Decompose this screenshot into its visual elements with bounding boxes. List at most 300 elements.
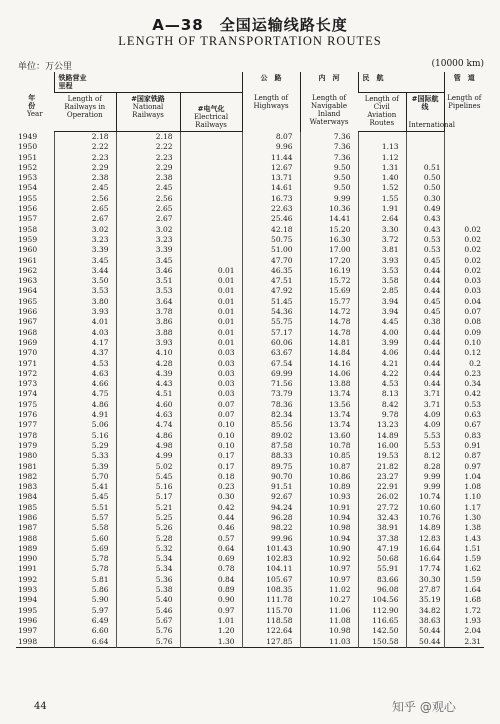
- table-row: [16, 564, 484, 574]
- cell-national-railways: 3.51: [116, 276, 180, 286]
- cell-inland-waterways: 13.74: [300, 389, 358, 399]
- cell-international-routes: 14.89: [406, 523, 444, 533]
- cell-electric-railways: 0.10: [180, 431, 242, 441]
- cell-electric-railways: 1.01: [180, 616, 242, 626]
- cell-highways: 14.61: [242, 183, 300, 193]
- cell-highways: 9.96: [242, 142, 300, 152]
- cell-national-railways: 3.64: [116, 297, 180, 307]
- cell-highways: 85.56: [242, 420, 300, 430]
- cell-year: 1958: [18, 224, 38, 234]
- cell-electric-railways: [180, 183, 242, 193]
- cell-year: 1983: [18, 482, 38, 492]
- cell-international-routes: 0.44: [406, 369, 444, 379]
- cell-railways: 4.03: [54, 328, 116, 338]
- cell-pipelines: 0.2: [444, 359, 484, 369]
- cell-electric-railways: 0.01: [180, 338, 242, 348]
- cell-national-railways: 3.88: [116, 328, 180, 338]
- cell-international-routes: 4.09: [406, 420, 444, 430]
- cell-civil-aviation: 3.94: [358, 307, 406, 317]
- cell-national-railways: 3.78: [116, 307, 180, 317]
- cell-year: 1973: [18, 379, 38, 389]
- cell-pipelines: 1.72: [444, 606, 484, 616]
- cell-national-railways: 2.67: [116, 214, 180, 224]
- cell-international-routes: 9.99: [406, 472, 444, 482]
- cell-national-railways: 5.67: [116, 616, 180, 626]
- header-pipelines: 管 道 Length of Pipelines: [444, 72, 484, 132]
- cell-year: 1969: [18, 337, 38, 347]
- cell-inland-waterways: 11.06: [300, 606, 358, 616]
- cell-pipelines: 2.04: [444, 626, 484, 636]
- cell-inland-waterways: 10.86: [300, 472, 358, 482]
- header-railways-length: Length of Railways in Operation: [54, 93, 116, 132]
- cell-highways: 101.43: [242, 544, 300, 554]
- cell-highways: 25.46: [242, 214, 300, 224]
- cell-international-routes: 16.64: [406, 544, 444, 554]
- cell-pipelines: 0.02: [444, 266, 484, 276]
- cell-international-routes: 0.30: [406, 194, 444, 204]
- cell-highways: 73.79: [242, 389, 300, 399]
- cell-international-routes: 34.82: [406, 606, 444, 616]
- cell-railways: 5.51: [54, 503, 116, 513]
- cell-inland-waterways: 14.78: [300, 317, 358, 327]
- cell-national-railways: 4.60: [116, 400, 180, 410]
- cell-international-routes: 8.28: [406, 462, 444, 472]
- table-title-cn: A—38 全国运输线路长度: [152, 16, 348, 34]
- cell-inland-waterways: 9.50: [300, 163, 358, 173]
- cell-electric-railways: 0.10: [180, 441, 242, 451]
- cell-international-routes: 0.45: [406, 297, 444, 307]
- cell-pipelines: 0.03: [444, 286, 484, 296]
- cell-civil-aviation: 14.89: [358, 431, 406, 441]
- cell-international-routes: 0.53: [406, 235, 444, 245]
- cell-railways: 5.69: [54, 544, 116, 554]
- table-row: [16, 431, 484, 441]
- cell-national-railways: 5.38: [116, 585, 180, 595]
- cell-railways: 3.93: [54, 307, 116, 317]
- cell-national-railways: 4.98: [116, 441, 180, 451]
- table-row: [16, 616, 484, 626]
- cell-highways: 90.70: [242, 472, 300, 482]
- cell-international-routes: 16.64: [406, 554, 444, 564]
- cell-electric-railways: 0.01: [180, 297, 242, 307]
- cell-international-routes: 0.44: [406, 328, 444, 338]
- cell-year: 1982: [18, 471, 38, 481]
- cell-electric-railways: [180, 235, 242, 245]
- cell-pipelines: 1.59: [444, 554, 484, 564]
- cell-inland-waterways: 10.78: [300, 441, 358, 451]
- cell-inland-waterways: 10.92: [300, 554, 358, 564]
- cell-railways: 2.18: [54, 132, 116, 143]
- cell-year: 1960: [18, 245, 38, 255]
- cell-highways: 78.36: [242, 400, 300, 410]
- cell-railways: 4.63: [54, 369, 116, 379]
- cell-year: 1990: [18, 554, 38, 564]
- cell-railways: 3.39: [54, 245, 116, 255]
- cell-pipelines: 0.02: [444, 225, 484, 235]
- cell-civil-aviation: 55.91: [358, 564, 406, 574]
- cell-civil-aviation: 3.58: [358, 276, 406, 286]
- cell-civil-aviation: 4.21: [358, 359, 406, 369]
- cell-inland-waterways: 16.30: [300, 235, 358, 245]
- cell-international-routes: 0.44: [406, 338, 444, 348]
- cell-civil-aviation: 22.91: [358, 482, 406, 492]
- cell-railways: 4.01: [54, 317, 116, 327]
- cell-highways: 22.63: [242, 204, 300, 214]
- cell-national-railways: 3.46: [116, 266, 180, 276]
- cell-pipelines: 0.07: [444, 307, 484, 317]
- cell-pipelines: 1.43: [444, 534, 484, 544]
- cell-civil-aviation: 112.90: [358, 606, 406, 616]
- cell-national-railways: 5.34: [116, 564, 180, 574]
- cell-national-railways: 5.02: [116, 462, 180, 472]
- table-row: [16, 492, 484, 502]
- cell-national-railways: 2.38: [116, 173, 180, 183]
- cell-highways: 71.56: [242, 379, 300, 389]
- cell-inland-waterways: 10.93: [300, 492, 358, 502]
- cell-civil-aviation: 16.00: [358, 441, 406, 451]
- cell-electric-railways: 0.23: [180, 482, 242, 492]
- cell-inland-waterways: 13.74: [300, 420, 358, 430]
- cell-railways: 5.06: [54, 420, 116, 430]
- cell-international-routes: 9.99: [406, 482, 444, 492]
- cell-inland-waterways: 15.77: [300, 297, 358, 307]
- table-row: [16, 142, 484, 152]
- cell-pipelines: 0.91: [444, 441, 484, 451]
- cell-highways: 46.35: [242, 266, 300, 276]
- cell-civil-aviation: 23.27: [358, 472, 406, 482]
- header-year: 年 份 Year: [26, 94, 43, 118]
- cell-inland-waterways: 10.89: [300, 482, 358, 492]
- cell-international-routes: 0.50: [406, 173, 444, 183]
- cell-railways: 5.29: [54, 441, 116, 451]
- cell-civil-aviation: 50.68: [358, 554, 406, 564]
- cell-national-railways: 5.76: [116, 637, 180, 648]
- cell-railways: 4.91: [54, 410, 116, 420]
- cell-highways: 63.67: [242, 348, 300, 358]
- cell-international-routes: 5.53: [406, 431, 444, 441]
- cell-electric-railways: 0.64: [180, 544, 242, 554]
- cell-inland-waterways: 13.74: [300, 410, 358, 420]
- cell-inland-waterways: 15.20: [300, 225, 358, 235]
- cell-pipelines: 0.02: [444, 235, 484, 245]
- cell-national-railways: 3.53: [116, 286, 180, 296]
- cell-highways: 47.70: [242, 256, 300, 266]
- cell-civil-aviation: [358, 132, 406, 143]
- table-row: [16, 194, 484, 204]
- table-row: [16, 173, 484, 183]
- cell-year: 1962: [18, 265, 38, 275]
- cell-highways: 67.54: [242, 359, 300, 369]
- cell-electric-railways: 1.30: [180, 637, 242, 648]
- cell-railways: 5.57: [54, 513, 116, 523]
- cell-year: 1952: [18, 162, 38, 172]
- cell-international-routes: 0.44: [406, 286, 444, 296]
- cell-international-routes: [406, 153, 444, 163]
- cell-pipelines: 0.10: [444, 338, 484, 348]
- cell-electric-railways: 0.03: [180, 348, 242, 358]
- cell-international-routes: 0.43: [406, 225, 444, 235]
- cell-inland-waterways: 7.36: [300, 153, 358, 163]
- cell-national-railways: 5.34: [116, 554, 180, 564]
- cell-railways: 2.45: [54, 183, 116, 193]
- cell-inland-waterways: 14.16: [300, 359, 358, 369]
- table-row: [16, 400, 484, 410]
- cell-highways: 108.35: [242, 585, 300, 595]
- header-highways: 公 路 Length of Highways: [242, 72, 300, 132]
- cell-highways: 89.02: [242, 431, 300, 441]
- header-inland-waterways: 内 河 Length of Navigable Inland Waterways: [300, 72, 358, 132]
- cell-civil-aviation: 1.12: [358, 153, 406, 163]
- cell-national-railways: 4.10: [116, 348, 180, 358]
- cell-pipelines: [444, 173, 484, 183]
- cell-civil-aviation: 150.58: [358, 637, 406, 648]
- cell-railways: 5.16: [54, 431, 116, 441]
- cell-international-routes: 0.50: [406, 183, 444, 193]
- cell-highways: 99.96: [242, 534, 300, 544]
- table-row: [16, 554, 484, 564]
- cell-civil-aviation: 21.82: [358, 462, 406, 472]
- cell-highways: 16.73: [242, 194, 300, 204]
- cell-railways: 6.60: [54, 626, 116, 636]
- cell-international-routes: 38.63: [406, 616, 444, 626]
- cell-civil-aviation: 1.31: [358, 163, 406, 173]
- cell-national-railways: 4.39: [116, 369, 180, 379]
- cell-civil-aviation: 3.99: [358, 338, 406, 348]
- cell-electric-railways: 0.46: [180, 523, 242, 533]
- cell-pipelines: 0.67: [444, 420, 484, 430]
- cell-year: 1965: [18, 296, 38, 306]
- cell-pipelines: 1.64: [444, 585, 484, 595]
- cell-railways: 5.78: [54, 554, 116, 564]
- cell-pipelines: 1.93: [444, 616, 484, 626]
- table-row: [16, 214, 484, 224]
- cell-international-routes: 0.38: [406, 317, 444, 327]
- cell-railways: 4.75: [54, 389, 116, 399]
- table-row: [16, 369, 484, 379]
- cell-year: 1968: [18, 327, 38, 337]
- cell-pipelines: 1.59: [444, 575, 484, 585]
- table-row: [16, 523, 484, 533]
- cell-railways: 2.56: [54, 194, 116, 204]
- table-row: [16, 503, 484, 513]
- cell-year: 1989: [18, 543, 38, 553]
- cell-inland-waterways: 17.00: [300, 245, 358, 255]
- cell-highways: 51.00: [242, 245, 300, 255]
- cell-electric-railways: 0.30: [180, 492, 242, 502]
- cell-pipelines: 1.62: [444, 564, 484, 574]
- cell-civil-aviation: 3.30: [358, 225, 406, 235]
- cell-year: 1998: [18, 636, 38, 646]
- table-row: [16, 297, 484, 307]
- cell-civil-aviation: 3.81: [358, 245, 406, 255]
- cell-electric-railways: 0.57: [180, 534, 242, 544]
- cell-highways: 82.34: [242, 410, 300, 420]
- cell-inland-waterways: 10.94: [300, 513, 358, 523]
- cell-highways: 118.58: [242, 616, 300, 626]
- cell-railways: 5.81: [54, 575, 116, 585]
- cell-electric-railways: 0.90: [180, 595, 242, 605]
- cell-electric-railways: 0.42: [180, 503, 242, 513]
- cell-railways: 4.37: [54, 348, 116, 358]
- header-international: #国际航线 International: [406, 93, 444, 132]
- cell-civil-aviation: 1.13: [358, 142, 406, 152]
- cell-civil-aviation: 1.40: [358, 173, 406, 183]
- cell-electric-railways: 0.69: [180, 554, 242, 564]
- table-row: [16, 245, 484, 255]
- cell-electric-railways: [180, 256, 242, 266]
- cell-pipelines: 0.63: [444, 410, 484, 420]
- table-row: [16, 379, 484, 389]
- cell-highways: 12.67: [242, 163, 300, 173]
- cell-electric-railways: [180, 225, 242, 235]
- cell-year: 1980: [18, 451, 38, 461]
- cell-civil-aviation: 13.23: [358, 420, 406, 430]
- cell-electric-railways: 0.03: [180, 379, 242, 389]
- cell-international-routes: 0.44: [406, 348, 444, 358]
- cell-railways: 3.50: [54, 276, 116, 286]
- cell-electric-railways: 0.03: [180, 359, 242, 369]
- cell-year: 1991: [18, 564, 38, 574]
- cell-civil-aviation: 9.78: [358, 410, 406, 420]
- cell-international-routes: 0.45: [406, 307, 444, 317]
- cell-electric-railways: 0.01: [180, 276, 242, 286]
- watermark: 知乎 @观心: [392, 700, 456, 714]
- cell-national-railways: 5.76: [116, 626, 180, 636]
- cell-international-routes: 3.71: [406, 400, 444, 410]
- cell-international-routes: 3.71: [406, 389, 444, 399]
- cell-railways: 4.66: [54, 379, 116, 389]
- cell-electric-railways: 0.01: [180, 266, 242, 276]
- cell-civil-aviation: 2.85: [358, 286, 406, 296]
- cell-international-routes: 8.12: [406, 451, 444, 461]
- cell-pipelines: [444, 163, 484, 173]
- cell-highways: 91.51: [242, 482, 300, 492]
- cell-electric-railways: [180, 153, 242, 163]
- cell-civil-aviation: 19.53: [358, 451, 406, 461]
- cell-inland-waterways: 13.56: [300, 400, 358, 410]
- cell-pipelines: 0.04: [444, 297, 484, 307]
- cell-pipelines: [444, 194, 484, 204]
- cell-railways: 5.78: [54, 564, 116, 574]
- cell-pipelines: 0.23: [444, 369, 484, 379]
- cell-railways: 6.49: [54, 616, 116, 626]
- table-row: [16, 441, 484, 451]
- cell-electric-railways: [180, 214, 242, 224]
- table-row: [16, 595, 484, 605]
- cell-highways: 57.17: [242, 328, 300, 338]
- cell-highways: 47.51: [242, 276, 300, 286]
- cell-pipelines: 0.34: [444, 379, 484, 389]
- cell-civil-aviation: 8.13: [358, 389, 406, 399]
- cell-pipelines: [444, 142, 484, 152]
- header-civil-aviation: Length of Civil Aviation Routes: [358, 93, 406, 132]
- cell-highways: 104.11: [242, 564, 300, 574]
- cell-inland-waterways: 10.90: [300, 544, 358, 554]
- cell-railways: 5.97: [54, 606, 116, 616]
- cell-railways: 6.64: [54, 637, 116, 648]
- cell-national-railways: 5.17: [116, 492, 180, 502]
- cell-inland-waterways: 14.41: [300, 214, 358, 224]
- cell-year: 1949: [18, 131, 38, 141]
- header-railways-group: 铁路营业里程: [54, 72, 242, 93]
- cell-national-railways: 3.86: [116, 317, 180, 327]
- cell-inland-waterways: 14.81: [300, 338, 358, 348]
- header-national-railways: #国家铁路 National Railways: [116, 93, 180, 132]
- cell-national-railways: 5.32: [116, 544, 180, 554]
- cell-civil-aviation: 142.50: [358, 626, 406, 636]
- cell-electric-railways: 0.89: [180, 585, 242, 595]
- cell-railways: 4.86: [54, 400, 116, 410]
- cell-railways: 2.23: [54, 153, 116, 163]
- cell-pipelines: 0.87: [444, 451, 484, 461]
- cell-civil-aviation: 1.55: [358, 194, 406, 204]
- table-row: [16, 626, 484, 636]
- cell-railways: 2.22: [54, 142, 116, 152]
- cell-national-railways: 5.28: [116, 534, 180, 544]
- cell-year: 1988: [18, 533, 38, 543]
- cell-inland-waterways: 14.78: [300, 328, 358, 338]
- table-row: [16, 451, 484, 461]
- cell-inland-waterways: 16.19: [300, 266, 358, 276]
- cell-railways: 3.45: [54, 256, 116, 266]
- cell-inland-waterways: 10.97: [300, 564, 358, 574]
- cell-national-railways: 5.45: [116, 472, 180, 482]
- cell-year: 1955: [18, 193, 38, 203]
- table-row: [16, 606, 484, 616]
- cell-international-routes: 10.74: [406, 492, 444, 502]
- table-row: [16, 348, 484, 358]
- cell-pipelines: 1.08: [444, 482, 484, 492]
- cell-year: 1975: [18, 399, 38, 409]
- cell-pipelines: 0.09: [444, 328, 484, 338]
- cell-highways: 88.33: [242, 451, 300, 461]
- cell-highways: 42.18: [242, 225, 300, 235]
- cell-electric-railways: 0.17: [180, 451, 242, 461]
- cell-year: 1951: [18, 152, 38, 162]
- cell-international-routes: 12.83: [406, 534, 444, 544]
- cell-civil-aviation: 4.45: [358, 317, 406, 327]
- cell-pipelines: [444, 132, 484, 143]
- cell-inland-waterways: 14.72: [300, 307, 358, 317]
- cell-year: 1996: [18, 615, 38, 625]
- cell-electric-railways: 0.97: [180, 606, 242, 616]
- cell-electric-railways: 0.01: [180, 286, 242, 296]
- cell-railways: 5.86: [54, 585, 116, 595]
- cell-year: 1979: [18, 440, 38, 450]
- cell-national-railways: 3.93: [116, 338, 180, 348]
- cell-national-railways: 2.22: [116, 142, 180, 152]
- cell-international-routes: 10.76: [406, 513, 444, 523]
- table-row: [16, 513, 484, 523]
- cell-railways: 3.02: [54, 225, 116, 235]
- cell-year: 1957: [18, 214, 38, 224]
- cell-civil-aviation: 1.91: [358, 204, 406, 214]
- cell-highways: 60.06: [242, 338, 300, 348]
- unit-label-en: (10000 km): [431, 59, 484, 69]
- cell-railways: 5.33: [54, 451, 116, 461]
- cell-pipelines: 0.83: [444, 431, 484, 441]
- cell-pipelines: [444, 153, 484, 163]
- cell-electric-railways: [180, 142, 242, 152]
- cell-highways: 54.36: [242, 307, 300, 317]
- cell-highways: 13.71: [242, 173, 300, 183]
- cell-international-routes: 0.44: [406, 359, 444, 369]
- cell-civil-aviation: 4.22: [358, 369, 406, 379]
- cell-national-railways: 5.26: [116, 523, 180, 533]
- cell-pipelines: 0.12: [444, 348, 484, 358]
- cell-railways: 3.23: [54, 235, 116, 245]
- cell-railways: 5.39: [54, 462, 116, 472]
